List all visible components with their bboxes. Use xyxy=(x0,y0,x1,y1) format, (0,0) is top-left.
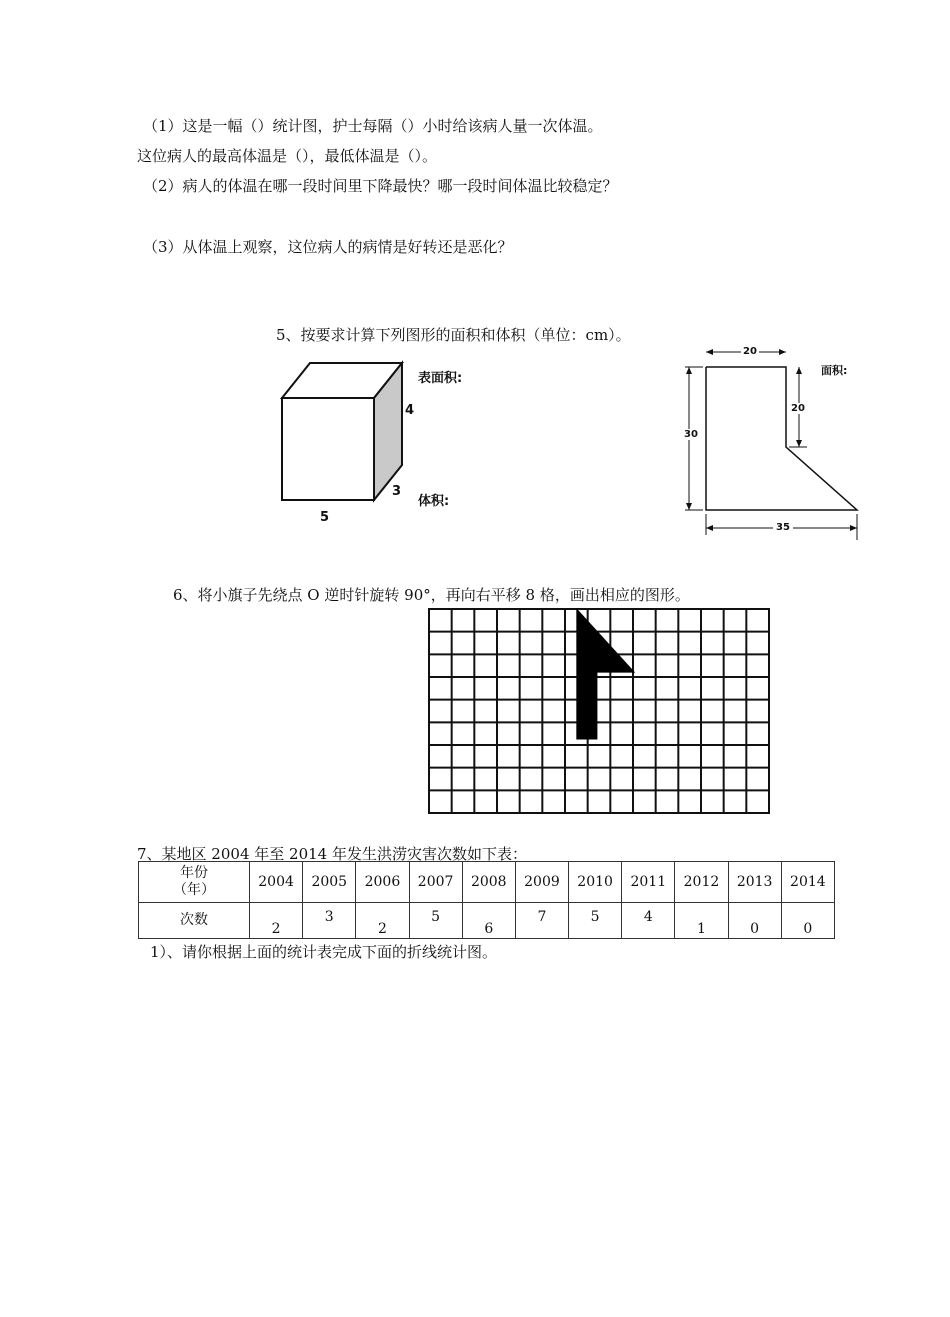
l-shape-figure xyxy=(675,340,875,545)
year-cell: 2013 xyxy=(728,862,781,903)
year-cell: 2009 xyxy=(515,862,568,903)
count-cell xyxy=(409,903,462,939)
year-header-unit: （年） xyxy=(173,882,215,898)
cuboid-length-label: 5 xyxy=(320,510,330,525)
count-value: 2 xyxy=(271,920,281,937)
count-value: 0 xyxy=(803,920,813,937)
year-header-label: 年份 xyxy=(180,865,208,881)
flag-grid xyxy=(428,608,770,814)
count-value: 6 xyxy=(484,920,494,937)
q4-line-1: （1）这是一幅（）统计图，护士每隔（）小时给该病人量一次体温。 xyxy=(143,117,603,135)
year-cell: 2004 xyxy=(250,862,303,903)
count-cell xyxy=(675,903,728,939)
cuboid-front-face xyxy=(282,398,374,500)
cuboid-width-label: 3 xyxy=(392,484,402,499)
year-cell: 2006 xyxy=(356,862,409,903)
count-cell xyxy=(728,903,781,939)
year-cell: 2010 xyxy=(569,862,622,903)
q4-line-4: （3）从体温上观察，这位病人的病情是好转还是恶化？ xyxy=(143,238,513,256)
year-cell: 2011 xyxy=(622,862,675,903)
count-cell xyxy=(569,903,622,939)
flag-shape xyxy=(576,608,635,739)
count-value: 0 xyxy=(750,920,760,937)
count-value: 3 xyxy=(324,908,334,925)
l-area-label: 面积: xyxy=(821,364,848,377)
flood-count-table xyxy=(138,861,835,939)
year-cell: 2005 xyxy=(303,862,356,903)
l-right-dim-label: 20 xyxy=(791,403,805,414)
q6-title: 6、将小旗子先绕点 O 逆时针旋转 90°，再向右平移 8 格，画出相应的图形。 xyxy=(173,586,690,604)
volume-label: 体积: xyxy=(418,494,450,509)
q7-title: 7、某地区 2004 年至 2014 年发生洪涝灾害次数如下表： xyxy=(137,845,527,863)
year-header-cell xyxy=(139,862,250,903)
count-cell xyxy=(622,903,675,939)
q4-line-2: 这位病人的最高体温是（），最低体温是（）。 xyxy=(137,147,438,165)
surface-area-label: 表面积: xyxy=(418,371,463,386)
l-top-dim-label: 20 xyxy=(743,346,757,357)
count-value: 1 xyxy=(697,920,706,937)
q4-line-3: （2）病人的体温在哪一段时间里下降最快？哪一段时间体温比较稳定？ xyxy=(143,177,618,195)
count-value: 5 xyxy=(431,908,441,925)
count-value: 7 xyxy=(537,908,547,925)
l-left-dim-label: 30 xyxy=(684,429,698,440)
q7-sub1: 1）、请你根据上面的统计表完成下面的折线统计图。 xyxy=(150,943,498,961)
year-cell: 2008 xyxy=(462,862,515,903)
count-value: 5 xyxy=(590,908,600,925)
flag-grid-drawing xyxy=(428,608,770,814)
cuboid-figure xyxy=(270,355,470,530)
table-row-counts xyxy=(139,903,835,939)
count-header-cell: 次数 xyxy=(139,903,250,939)
table-row-years xyxy=(139,862,835,903)
l-bottom-dim-label: 35 xyxy=(773,522,793,533)
cuboid-height-label: 4 xyxy=(405,403,415,418)
q5-title: 5、按要求计算下列图形的面积和体积（单位：cm）。 xyxy=(276,326,631,344)
l-shape-outline xyxy=(706,367,857,510)
count-cell xyxy=(303,903,356,939)
year-cell: 2007 xyxy=(409,862,462,903)
count-cell xyxy=(250,903,303,939)
count-value: 2 xyxy=(377,920,387,937)
year-cell: 2012 xyxy=(675,862,728,903)
count-cell xyxy=(781,903,834,939)
count-cell xyxy=(515,903,568,939)
year-cell: 2014 xyxy=(781,862,834,903)
count-cell xyxy=(462,903,515,939)
count-cell xyxy=(356,903,409,939)
count-value: 4 xyxy=(643,908,653,925)
